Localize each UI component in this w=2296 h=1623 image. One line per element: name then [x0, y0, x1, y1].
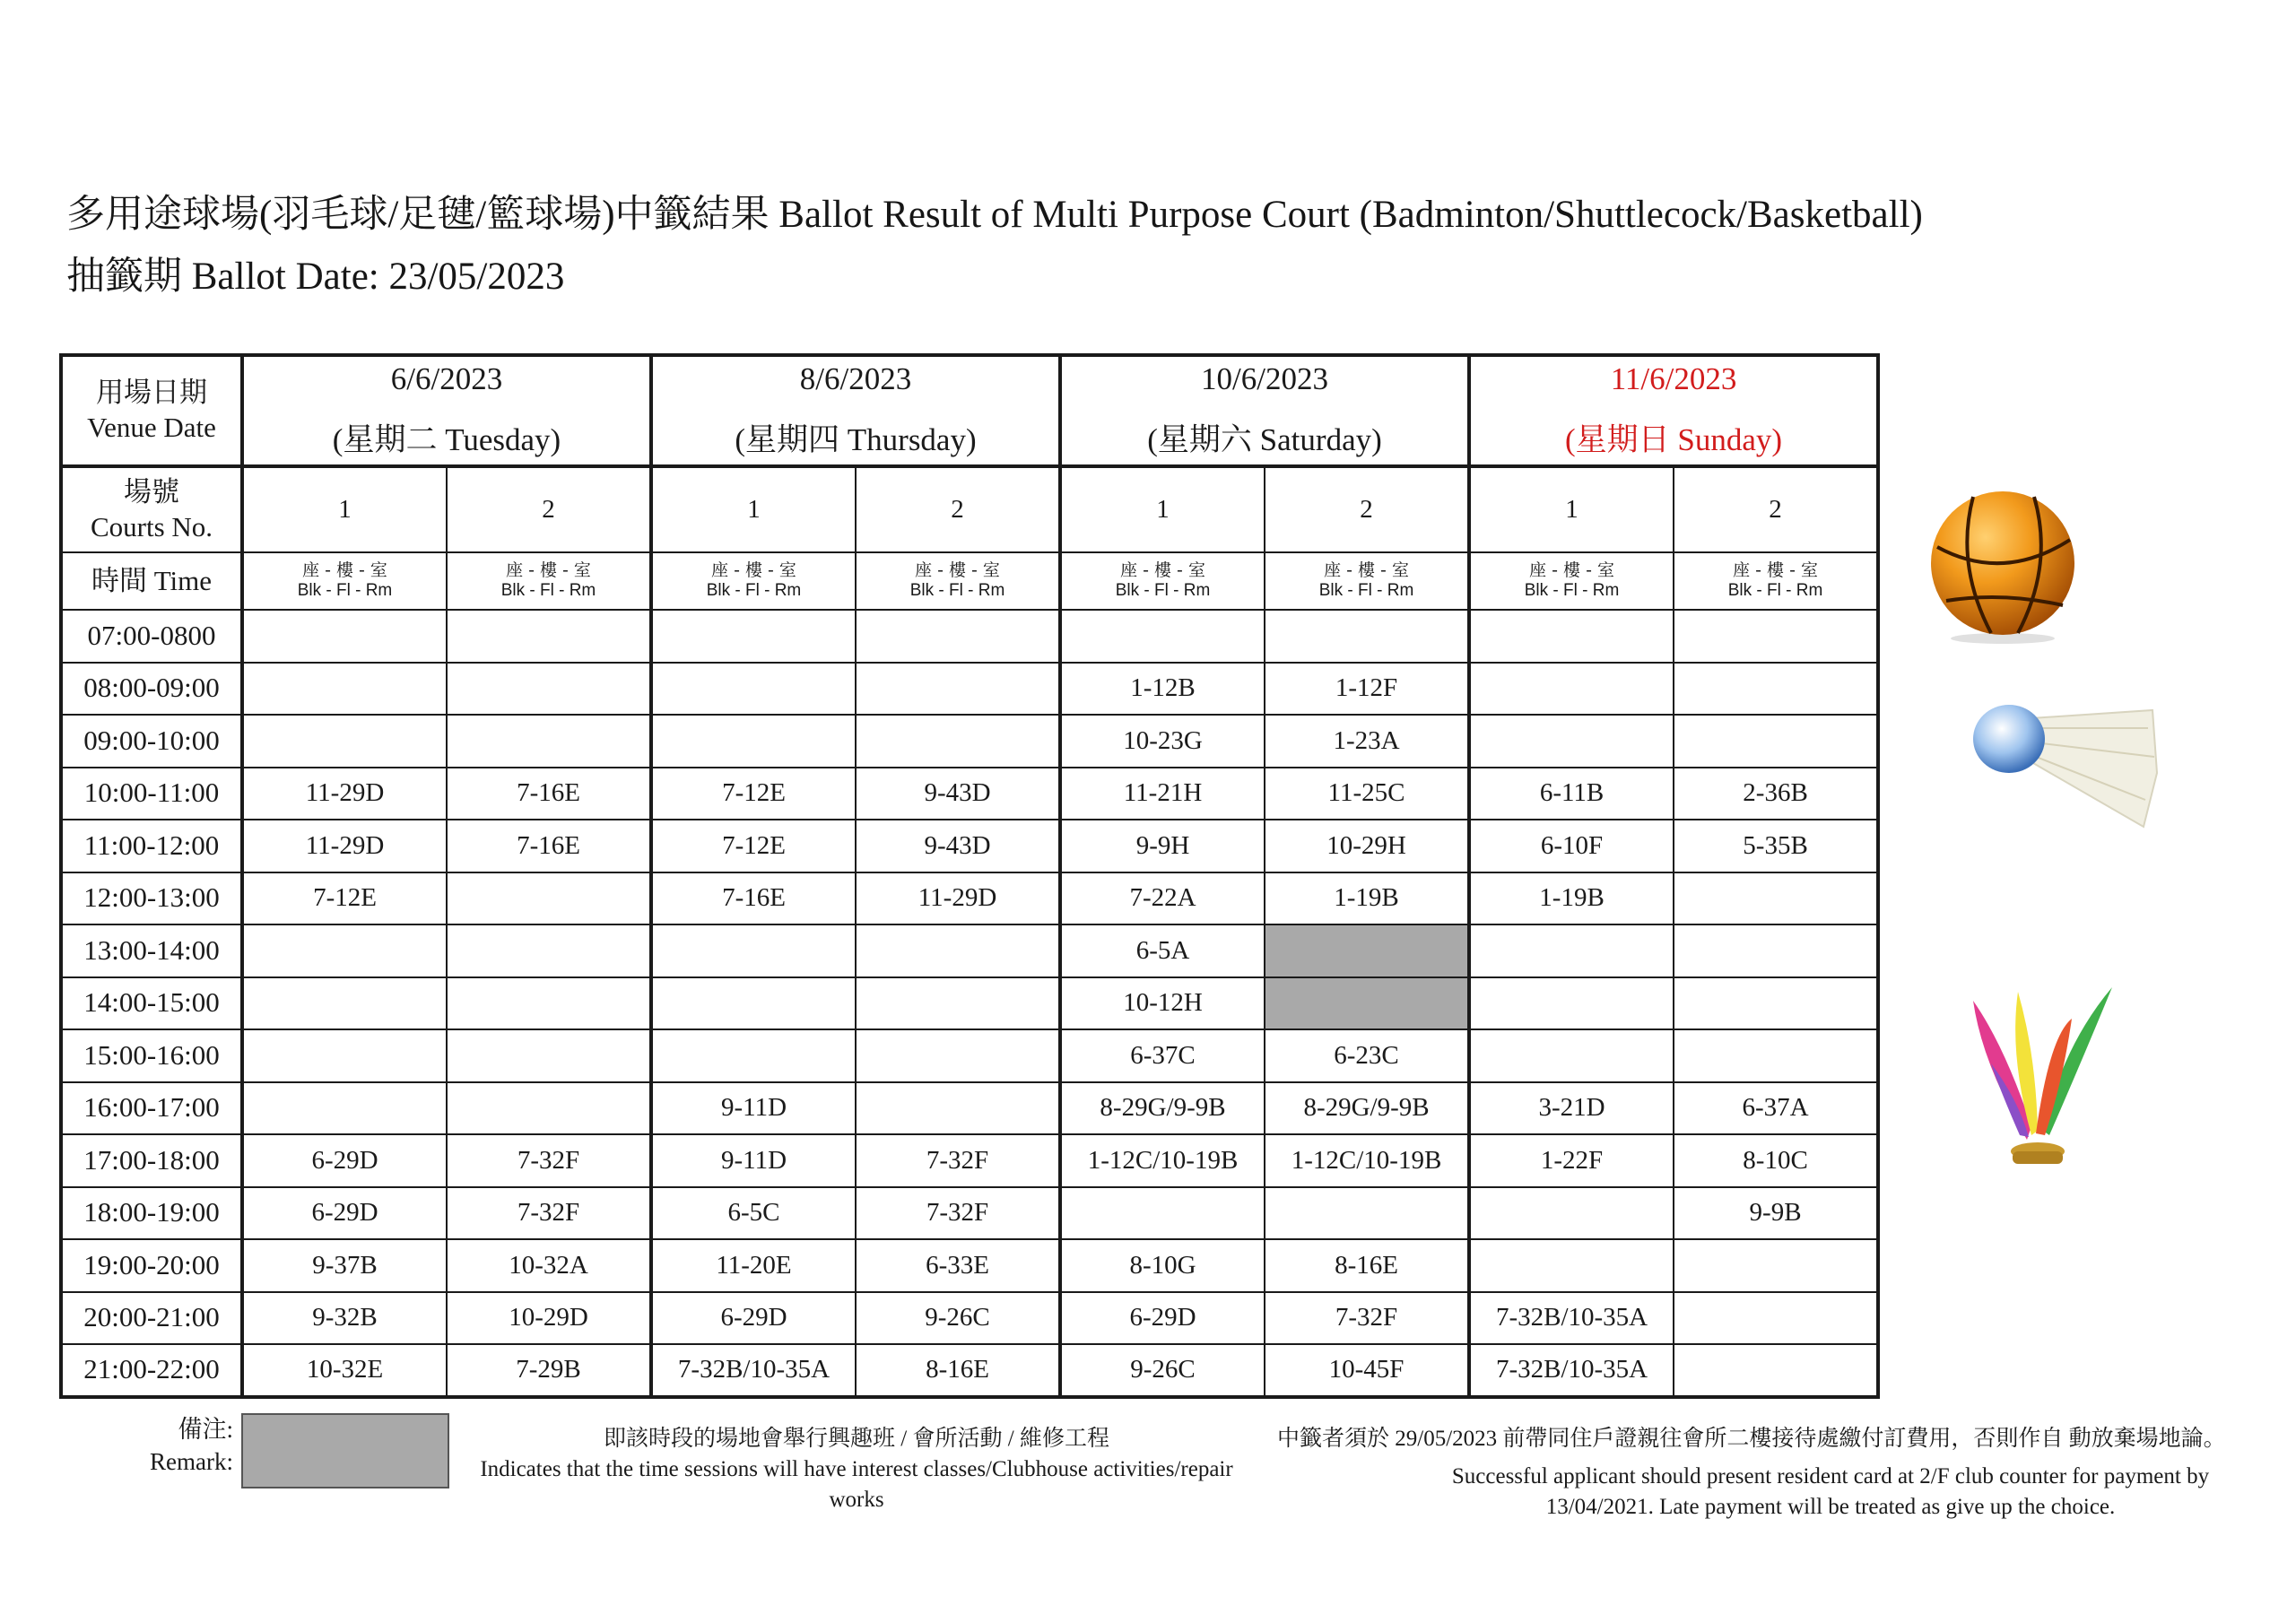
- ballot-cell: [856, 924, 1060, 977]
- ballot-cell: 11-25C: [1265, 768, 1469, 820]
- location-header: [447, 552, 651, 610]
- time-slot: 18:00-19:00: [61, 1187, 242, 1240]
- time-slot: 21:00-22:00: [61, 1344, 242, 1397]
- ballot-cell: 3-21D: [1469, 1082, 1674, 1135]
- ballot-cell: 8-29G/9-9B: [1060, 1082, 1265, 1135]
- ballot-cell: 10-29H: [1265, 820, 1469, 872]
- day-header-thursday: [651, 355, 1060, 466]
- day-weekday: (星期四 Thursday): [735, 422, 977, 457]
- location-header-en: Blk - Fl - Rm: [500, 581, 596, 600]
- table-row: [61, 1239, 1878, 1292]
- ballot-cell: [1674, 1239, 1878, 1292]
- ballot-cell: [242, 610, 447, 663]
- ballot-cell: 7-32B/10-35A: [1469, 1344, 1674, 1397]
- ballot-cell: [651, 610, 856, 663]
- ballot-cell: [1265, 610, 1469, 663]
- table-row: [61, 1134, 1878, 1187]
- court-number: 2: [1674, 466, 1878, 552]
- ballot-cell: [1674, 1029, 1878, 1082]
- ballot-cell: 10-12H: [1060, 977, 1265, 1030]
- table-row: [61, 1187, 1878, 1240]
- time-slot: 10:00-11:00: [61, 768, 242, 820]
- ballot-cell: 7-22A: [1060, 872, 1265, 925]
- location-header-en: Blk - Fl - Rm: [1524, 581, 1620, 600]
- remark-text-en: Indicates that the time sessions will have interest classes/Clubhouse activities/repair works: [480, 1457, 1233, 1512]
- day-weekday: (星期二 Tuesday): [332, 422, 561, 457]
- ballot-cell: [856, 1029, 1060, 1082]
- ballot-cell: 1-12C/10-19B: [1060, 1134, 1265, 1187]
- ballot-cell: 6-37A: [1674, 1082, 1878, 1135]
- time-slot: 11:00-12:00: [61, 820, 242, 872]
- day-date: 6/6/2023: [390, 361, 503, 396]
- ballot-cell: [242, 663, 447, 716]
- time-slot: 12:00-13:00: [61, 872, 242, 925]
- ballot-cell: 11-29D: [856, 872, 1060, 925]
- ballot-cell: 7-29B: [447, 1344, 651, 1397]
- table-row: [61, 610, 1878, 663]
- ballot-cell: 10-32A: [447, 1239, 651, 1292]
- ballot-cell: [1265, 1187, 1469, 1240]
- day-date: 10/6/2023: [1201, 361, 1328, 396]
- table-row: [61, 1029, 1878, 1082]
- ballot-cell: [856, 663, 1060, 716]
- ballot-cell: 8-10C: [1674, 1134, 1878, 1187]
- location-header-cn: 座 - 樓 - 室: [506, 560, 591, 581]
- ballot-cell: 7-32B/10-35A: [1469, 1292, 1674, 1345]
- ballot-cell: 6-33E: [856, 1239, 1060, 1292]
- ballot-cell: [242, 977, 447, 1030]
- ballot-cell: 11-29D: [242, 820, 447, 872]
- court-number: 1: [242, 466, 447, 552]
- ballot-cell: 1-23A: [1265, 715, 1469, 768]
- ballot-cell: [1674, 872, 1878, 925]
- time-slot: 17:00-18:00: [61, 1134, 242, 1187]
- venue-date-label-en: Venue Date: [87, 412, 216, 443]
- ballot-cell: [856, 977, 1060, 1030]
- location-header-cn: 座 - 樓 - 室: [302, 560, 387, 581]
- ballot-cell: 9-9H: [1060, 820, 1265, 872]
- location-header-cn: 座 - 樓 - 室: [711, 560, 796, 581]
- ballot-cell: [447, 663, 651, 716]
- ballot-cell: [1469, 715, 1674, 768]
- location-header-en: Blk - Fl - Rm: [909, 581, 1005, 600]
- ballot-cell: 7-12E: [651, 820, 856, 872]
- location-header: [242, 552, 447, 610]
- ballot-cell: [1469, 610, 1674, 663]
- table-row: [61, 768, 1878, 820]
- ballot-cell: [1469, 1187, 1674, 1240]
- location-header: [1265, 552, 1469, 610]
- time-slot: 16:00-17:00: [61, 1082, 242, 1135]
- ballot-cell: [447, 924, 651, 977]
- ballot-date: 抽籤期 Ballot Date: 23/05/2023: [66, 256, 565, 298]
- shuttlecock-icon: [1955, 692, 2161, 845]
- ballot-cell: 9-43D: [856, 768, 1060, 820]
- location-header-en: Blk - Fl - Rm: [706, 581, 802, 600]
- courts-label: [61, 466, 242, 552]
- venue-date-label-cn: 用場日期: [96, 377, 207, 409]
- ballot-cell: 9-43D: [856, 820, 1060, 872]
- day-date: 11/6/2023: [1610, 361, 1737, 396]
- ballot-cell: 7-32F: [447, 1134, 651, 1187]
- ballot-cell: 7-32F: [856, 1134, 1060, 1187]
- ballot-cell: [447, 977, 651, 1030]
- courts-label-cn: 場號: [124, 475, 179, 508]
- location-header: [1060, 552, 1265, 610]
- day-date: 8/6/2023: [799, 361, 912, 396]
- location-header-cn: 座 - 樓 - 室: [1733, 560, 1818, 581]
- day-weekday: (星期日 Sunday): [1565, 422, 1783, 457]
- ballot-cell: 5-35B: [1674, 820, 1878, 872]
- ballot-cell: 7-16E: [651, 872, 856, 925]
- reserved-cell: [1265, 977, 1469, 1030]
- court-number: 1: [1060, 466, 1265, 552]
- ballot-cell: 6-23C: [1265, 1029, 1469, 1082]
- ballot-cell: 11-29D: [242, 768, 447, 820]
- time-slot: 07:00-0800: [61, 610, 242, 663]
- location-header-en: Blk - Fl - Rm: [1318, 581, 1414, 600]
- table-row: [61, 924, 1878, 977]
- ballot-cell: 9-26C: [1060, 1344, 1265, 1397]
- ballot-cell: [447, 872, 651, 925]
- remark-label-en: Remark:: [150, 1448, 233, 1476]
- time-slot: 14:00-15:00: [61, 977, 242, 1030]
- time-slot: 13:00-14:00: [61, 924, 242, 977]
- time-slot: 20:00-21:00: [61, 1292, 242, 1345]
- ballot-cell: [1674, 1344, 1878, 1397]
- ballot-cell: [242, 1082, 447, 1135]
- ballot-cell: 9-9B: [1674, 1187, 1878, 1240]
- location-header: [1674, 552, 1878, 610]
- ballot-cell: 8-16E: [856, 1344, 1060, 1397]
- location-header: [651, 552, 856, 610]
- location-header-en: Blk - Fl - Rm: [1727, 581, 1823, 600]
- ballot-cell: [447, 610, 651, 663]
- ballot-cell: 9-37B: [242, 1239, 447, 1292]
- ballot-cell: [651, 1029, 856, 1082]
- ballot-cell: 7-32B/10-35A: [651, 1344, 856, 1397]
- payment-notice-cn: 中籤者須於 29/05/2023 前帶同住戶證親往會所二樓接待處繳付訂費用，否則作自 動放棄場地論。: [1277, 1427, 2226, 1451]
- remark-label: [135, 1413, 233, 1479]
- location-header-cn: 座 - 樓 - 室: [1324, 560, 1409, 581]
- ballot-cell: 7-16E: [447, 820, 651, 872]
- remark-label-cn: 備注:: [178, 1416, 233, 1443]
- ballot-cell: [651, 977, 856, 1030]
- ballot-cell: 8-16E: [1265, 1239, 1469, 1292]
- court-number: 2: [1265, 466, 1469, 552]
- ballot-cell: 1-22F: [1469, 1134, 1674, 1187]
- location-header: [1469, 552, 1674, 610]
- ballot-cell: [242, 1029, 447, 1082]
- ballot-cell: 6-37C: [1060, 1029, 1265, 1082]
- ballot-cell: [1674, 1292, 1878, 1345]
- shuttlecock-feather-icon: [1964, 983, 2117, 1175]
- ballot-cell: [856, 715, 1060, 768]
- location-header-cn: 座 - 樓 - 室: [1529, 560, 1614, 581]
- day-header-saturday: [1060, 355, 1469, 466]
- ballot-cell: 1-12C/10-19B: [1265, 1134, 1469, 1187]
- ballot-cell: [1469, 663, 1674, 716]
- ballot-cell: [1674, 610, 1878, 663]
- location-header-cn: 座 - 樓 - 室: [915, 560, 1000, 581]
- ballot-cell: [651, 715, 856, 768]
- ballot-cell: [1469, 1239, 1674, 1292]
- ballot-cell: 10-32E: [242, 1344, 447, 1397]
- table-row: [61, 1344, 1878, 1397]
- day-header-sunday: [1469, 355, 1878, 466]
- ballot-cell: 11-21H: [1060, 768, 1265, 820]
- table-row: [61, 663, 1878, 716]
- location-header: [856, 552, 1060, 610]
- time-slot: 09:00-10:00: [61, 715, 242, 768]
- location-header-en: Blk - Fl - Rm: [1115, 581, 1211, 600]
- time-slot: 19:00-20:00: [61, 1239, 242, 1292]
- court-number: 2: [856, 466, 1060, 552]
- time-slot: 15:00-16:00: [61, 1029, 242, 1082]
- ballot-cell: [856, 610, 1060, 663]
- ballot-cell: [242, 715, 447, 768]
- ballot-cell: [447, 1029, 651, 1082]
- table-row: [61, 1292, 1878, 1345]
- time-label: 時間 Time: [61, 552, 242, 610]
- ballot-cell: 6-5C: [651, 1187, 856, 1240]
- ballot-cell: [856, 1082, 1060, 1135]
- ballot-cell: [1469, 924, 1674, 977]
- ballot-cell: [1674, 924, 1878, 977]
- ballot-cell: 6-10F: [1469, 820, 1674, 872]
- time-slot: 08:00-09:00: [61, 663, 242, 716]
- ballot-cell: 7-16E: [447, 768, 651, 820]
- ballot-cell: 1-12B: [1060, 663, 1265, 716]
- ballot-cell: [447, 1082, 651, 1135]
- ballot-cell: [1060, 610, 1265, 663]
- remark-grey-swatch: [241, 1413, 449, 1488]
- ballot-cell: 11-20E: [651, 1239, 856, 1292]
- table-row: [61, 1082, 1878, 1135]
- ballot-cell: 1-19B: [1265, 872, 1469, 925]
- ballot-cell: 7-32F: [856, 1187, 1060, 1240]
- ballot-cell: 7-12E: [651, 768, 856, 820]
- page-title: 多用途球場(羽毛球/足毽/籃球場)中籤結果 Ballot Result of Multi Purpose Court (Badminton/Shuttlecock/Basketball): [66, 194, 1923, 236]
- reserved-cell: [1265, 924, 1469, 977]
- ballot-cell: 6-11B: [1469, 768, 1674, 820]
- ballot-cell: [651, 663, 856, 716]
- ballot-cell: 9-32B: [242, 1292, 447, 1345]
- courts-label-en: Courts No.: [90, 510, 213, 542]
- ballot-cell: 2-36B: [1674, 768, 1878, 820]
- ballot-cell: 1-19B: [1469, 872, 1674, 925]
- remark-text-cn: 即該時段的場地會舉行興趣班 / 會所活動 / 維修工程: [604, 1427, 1109, 1451]
- table-row: [61, 715, 1878, 768]
- ballot-cell: 7-12E: [242, 872, 447, 925]
- ballot-cell: 7-32F: [1265, 1292, 1469, 1345]
- ballot-cell: 10-45F: [1265, 1344, 1469, 1397]
- ballot-cell: 9-11D: [651, 1082, 856, 1135]
- court-number: 1: [651, 466, 856, 552]
- table-row: [61, 820, 1878, 872]
- ballot-cell: [1674, 977, 1878, 1030]
- ballot-cell: 8-29G/9-9B: [1265, 1082, 1469, 1135]
- ballot-cell: 1-12F: [1265, 663, 1469, 716]
- basketball-icon: [1919, 484, 2086, 646]
- ballot-cell: 6-29D: [242, 1187, 447, 1240]
- ballot-cell: [1674, 715, 1878, 768]
- table-row: [61, 977, 1878, 1030]
- ballot-cell: [447, 715, 651, 768]
- ballot-cell: 9-26C: [856, 1292, 1060, 1345]
- remark-text: [457, 1424, 1256, 1515]
- ballot-cell: 6-29D: [1060, 1292, 1265, 1345]
- ballot-cell: 6-29D: [242, 1134, 447, 1187]
- court-number: 2: [447, 466, 651, 552]
- location-header-cn: 座 - 樓 - 室: [1120, 560, 1205, 581]
- ballot-cell: [1060, 1187, 1265, 1240]
- ballot-cell: 10-29D: [447, 1292, 651, 1345]
- day-header-tuesday: [242, 355, 651, 466]
- ballot-cell: 8-10G: [1060, 1239, 1265, 1292]
- ballot-cell: 9-11D: [651, 1134, 856, 1187]
- court-number: 1: [1469, 466, 1674, 552]
- venue-date-label: [61, 355, 242, 466]
- ballot-cell: [1469, 977, 1674, 1030]
- location-header-en: Blk - Fl - Rm: [297, 581, 393, 600]
- ballot-cell: [651, 924, 856, 977]
- ballot-cell: [1674, 663, 1878, 716]
- day-weekday: (星期六 Saturday): [1147, 422, 1382, 457]
- ballot-result-table: [59, 353, 1880, 1399]
- table-row: [61, 872, 1878, 925]
- ballot-cell: 7-32F: [447, 1187, 651, 1240]
- payment-notice-en: Successful applicant should present resident card at 2/F club counter for payment by 13/04/2021. Late payment will be treated as give up the choice.: [1451, 1464, 2210, 1519]
- ballot-cell: [242, 924, 447, 977]
- ballot-cell: 10-23G: [1060, 715, 1265, 768]
- ballot-cell: [1469, 1029, 1674, 1082]
- ballot-cell: 6-5A: [1060, 924, 1265, 977]
- ballot-cell: 6-29D: [651, 1292, 856, 1345]
